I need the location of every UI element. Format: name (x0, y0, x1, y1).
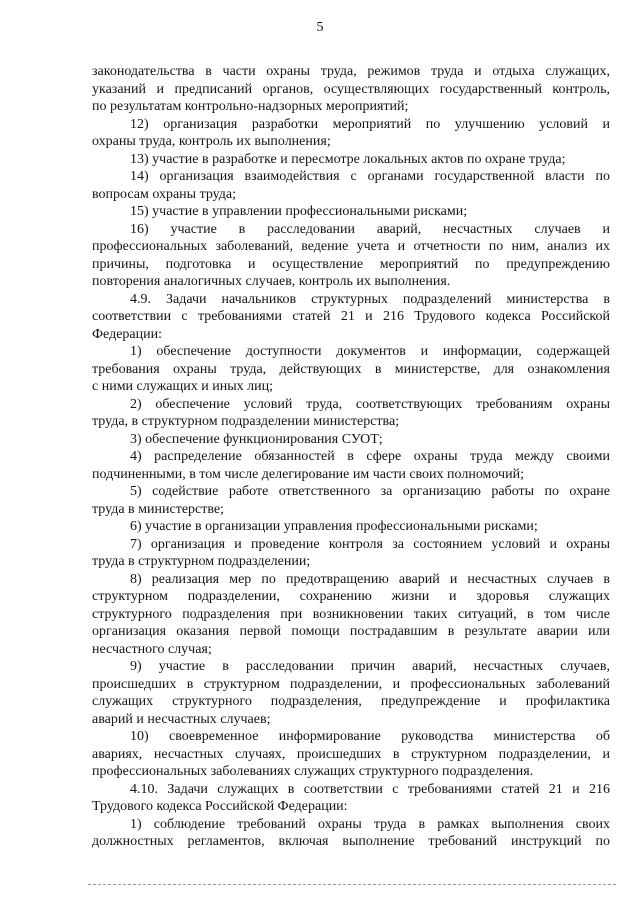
text-line: 1) обеспечение доступности документов и информации, содержащей (130, 344, 610, 359)
body-text (92, 63, 610, 851)
text-line: структурном подразделении, сохранению жизни и здоровья служащих (92, 589, 610, 604)
text-line: 6) участие в организации управления профессиональными рисками; (130, 519, 538, 534)
text-line: труда в министерстве; (92, 501, 225, 517)
text-line: законодательства в части охраны труда, режимов труда и отдыха служащих, (92, 64, 610, 79)
text-line: труда, в структурном подразделении министерства; (92, 414, 400, 429)
text-line: подчиненными, в том числе делегирование им части своих полномочий; (92, 466, 524, 482)
text-line: должностных регламентов, включая выполнение требований инструкций по (92, 834, 610, 849)
text-line: аварий и несчастных случаев; (92, 711, 271, 727)
text-line: Федерации: (92, 326, 163, 342)
text-line: 13) участие в разработке и пересмотре локальных актов по охране труда; (130, 151, 566, 167)
text-line: 14) организация взаимодействия с органами государственной власти по (130, 169, 610, 184)
text-line: структурного подразделения при возникновении таких ситуаций, в том числе (92, 606, 610, 622)
text-line: причины, подготовка и осуществление мероприятий по предупреждению (92, 256, 610, 272)
text-line: 8) реализация мер по предотвращению аварий и несчастных случаев в (130, 571, 610, 587)
page-number: 5 (316, 20, 324, 35)
text-line: с ними служащих и иных лиц; (92, 379, 273, 394)
text-line: профессиональных заболеваний, ведение учета и отчетности по ним, анализ их (92, 239, 610, 254)
text-line: указаний и предписаний органов, осуществляющих государственный контроль, (92, 81, 610, 97)
text-line: служащих структурного подразделения, предупреждение и профилактика (92, 694, 610, 709)
text-line: 9) участие в расследовании причин аварий, несчастных случаев, (130, 659, 610, 674)
text-line: повторения аналогичных случаев, контроль их выполнения. (92, 274, 451, 289)
text-line: 7) организация и проведение контроля за состоянием условий и охраны (130, 536, 610, 552)
text-line: требования охраны труда, действующих в министерстве, для ознакомления (92, 361, 610, 377)
text-line: 1) соблюдение требований охраны труда в рамках выполнения своих (130, 816, 610, 832)
text-line: 4) распределение обязанностей в сфере охраны труда между своими (130, 449, 610, 464)
text-line: по результатам контрольно-надзорных мероприятий; (92, 99, 409, 114)
text-line: соответствии с требованиями статей 21 и 216 Трудового кодекса Российской (92, 309, 610, 324)
text-line: 3) обеспечение функционирования СУОТ; (130, 431, 383, 447)
text-line: 10) своевременное информирование руководства министерства об (130, 729, 610, 744)
text-line: 4.9. Задачи начальников структурных подразделений министерства в (130, 291, 610, 307)
text-line: несчастного случая; (92, 641, 212, 657)
text-line: 16) участие в расследовании аварий, несчастных случаев и (130, 221, 610, 237)
text-line: авариях, несчастных случаях, происшедших в структурном подразделении, и (92, 746, 610, 762)
text-line: 15) участие в управлении профессиональными рисками; (130, 204, 468, 219)
text-line: охраны труда, контроль их выполнения; (92, 134, 331, 149)
text-line: организация оказания первой помощи пострадавшим в результате аварии или (92, 624, 610, 639)
bottom-divider (88, 884, 616, 885)
text-line: профессиональных заболеваниях служащих структурного подразделения. (92, 764, 534, 779)
text-line: 12) организация разработки мероприятий по улучшению условий и (130, 116, 610, 132)
text-line: 4.10. Задачи служащих в соответствии с требованиями статей 21 и 216 (130, 781, 610, 797)
text-line: 5) содействие работе ответственного за организацию работы по охране (130, 484, 610, 499)
text-line: Трудового кодекса Российской Федерации: (92, 799, 348, 814)
text-line: вопросам охраны труда; (92, 186, 237, 202)
text-line: происшедших в структурном подразделении, и профессиональных заболеваний (92, 676, 610, 692)
text-line: труда в структурном подразделении; (92, 554, 311, 569)
text-line: 2) обеспечение условий труда, соответствующих требованиям охраны (130, 396, 610, 412)
